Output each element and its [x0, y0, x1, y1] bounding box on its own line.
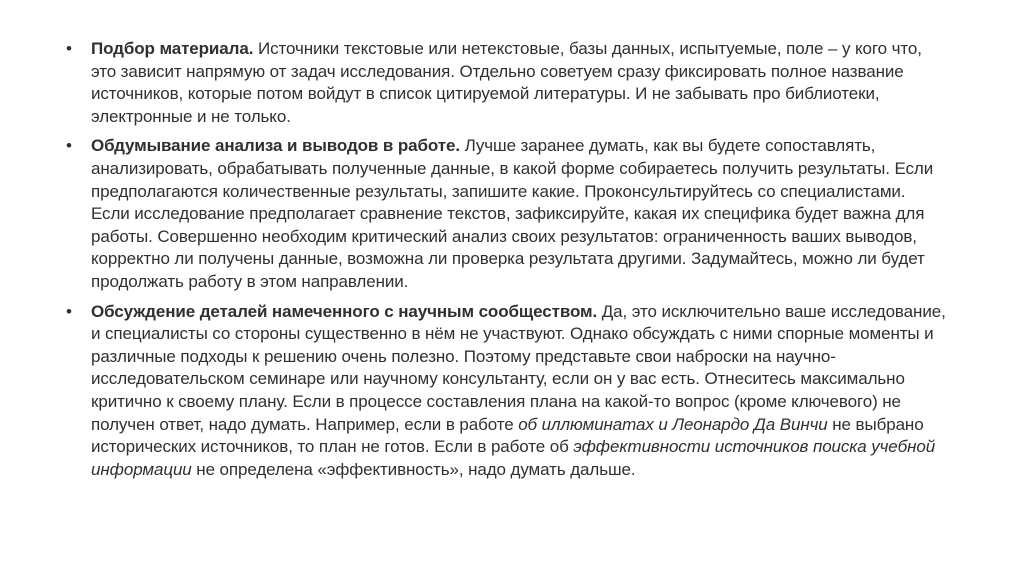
bullet-community-discussion	[66, 301, 946, 482]
bullet-list	[66, 38, 946, 488]
bullet-marker: •	[66, 136, 72, 156]
bullet-analysis-planning	[66, 135, 946, 293]
bullet-heading: Обсуждение деталей намеченного с научным сообществом.	[91, 301, 598, 321]
bullet-text: не выбрано исторических источников, то план не готов. Если в работе об	[91, 414, 924, 457]
bullet-heading: Обдумывание анализа и выводов в работе.	[91, 136, 460, 156]
bullet-text: Лучше заранее думать, как вы будете сопоставлять, анализировать, обрабатывать полученные данные, в какой форме собираетесь получить результаты. Если предполагаются количественные результаты, запишите какие. Проконсультируйтесь со специалистами. Если исследование предполагает сравнение текстов, зафиксируйте, какая их специфика будет важна для работы. Совершенно необходим критический анализ своих результатов: ограниченность ваших выводов, корректно ли получены данные, возможна ли проверка результата другими. Задумайтесь, можно ли будет продолжать работу в этом направлении.	[91, 136, 934, 291]
italic-example-illuminati: об иллюминатах и Леонардо Да Винчи	[518, 414, 828, 434]
bullet-text: Да, это исключительно ваше исследование, и специалисты со стороны существенно в нём не участвуют. Однако обсуждать с ними спорные моменты и различные подходы к решению очень полезно. Поэтому представьте свои наброски на научно-исследовательском семинаре или научному консультанту, если он у вас есть. Отнеситесь максимально критично к своему плану. Если в процессе составления плана на какой-то вопрос (кроме ключевого) не получен ответ, надо думать. Например, если в работе	[91, 301, 946, 434]
bullet-text: Источники текстовые или нетекстовые, базы данных, испытуемые, поле – у кого что, это зависит напрямую от задач исследования. Отдельно советуем сразу фиксировать полное название источников, которые потом войдут в список цитируемой литературы. И не забывать про библиотеки, электронные и не только.	[91, 39, 922, 126]
bullet-material-selection	[66, 38, 946, 128]
italic-example-efficiency: эффективности источников поиска учебной информации	[91, 437, 936, 479]
bullet-marker: •	[66, 301, 72, 321]
bullet-marker: •	[66, 39, 72, 58]
bullet-text: не определена «эффективность», надо думать дальше.	[191, 459, 636, 479]
bullet-heading: Подбор материала.	[91, 39, 254, 58]
